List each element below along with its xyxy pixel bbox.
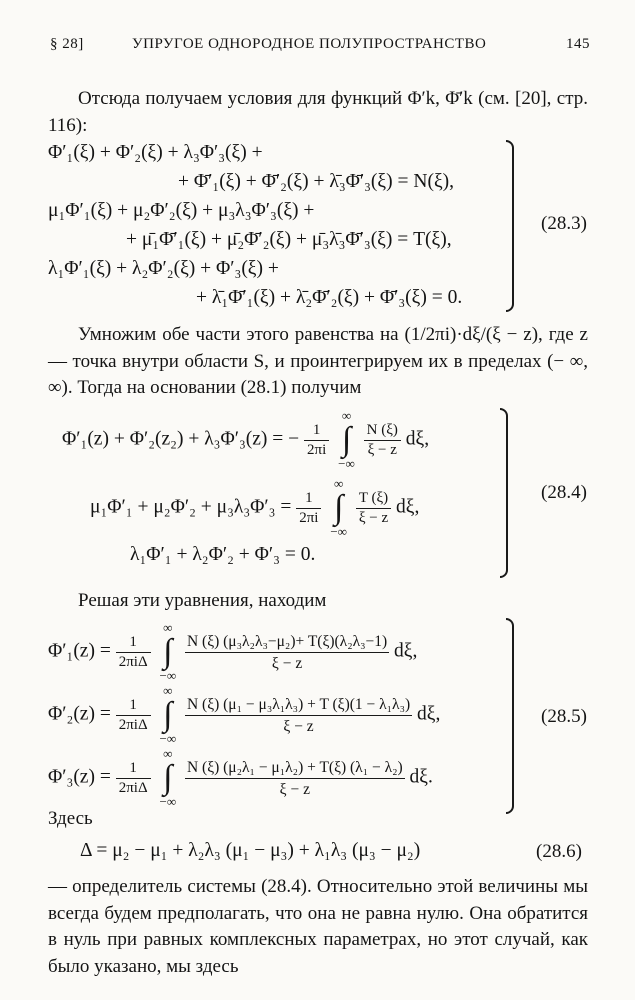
paragraph-determinant: — определитель системы (28.4). Относительно этой величины мы всегда будем предполагать, что она не равна нулю. Она обратится в нуль при равных комплексных параметрах, но этот случай, как было указано, мы здесь	[48, 876, 588, 977]
eq285-number: (28.5)	[541, 706, 587, 727]
eq284-brace	[500, 408, 508, 578]
eq284-line2: μ₁Φ′₁ + μ₂Φ′₂ + μ₃λ₃Φ′₃ = $\frac{1}{2\pi i}$ ∞ ∫ −∞ $\frac{T (\xi)}{\xi - z}$ dξ,	[90, 476, 420, 539]
eq283-brace	[506, 140, 514, 312]
eq285-integrand2: $\frac{\text{N (ξ) (μ₁ − μ₃λ₁λ₃) + T (ξ)(1 − λ₁λ₃)}}{\xi - z}$	[186, 695, 411, 735]
eq283-line2: + Φ̄′₁(ξ) + Φ̄′₂(ξ) + λ̄₃Φ̄′₃(ξ) = N(ξ),	[178, 171, 454, 192]
integral-icon: ∞ ∫ −∞	[159, 620, 177, 683]
eq285-integrand1: $\frac{\text{N (ξ) (μ₃λ₂λ₃−μ₂)+ T(ξ)(λ₂λ₃−1)}}{\xi - z}$	[186, 632, 388, 672]
eq284-line3: λ₁Φ′₁ + λ₂Φ′₂ + Φ′₃ = 0.	[130, 544, 316, 565]
eq285-coef1: $\frac{1}{\text{2πiΔ}}$	[116, 633, 151, 672]
eq284-line1: Φ′₁(z) + Φ′₂(z₂) + λ₃Φ′₃(z) = − $\frac{1}{2\pi i}$ ∞ ∫ −∞ $\frac{N (\xi)}{\xi - z}$ dξ,	[62, 408, 430, 471]
eq285-coef3: $\frac{1}{\text{2πiΔ}}$	[116, 759, 151, 798]
eq284-coef2: $\frac{1}{2\pi i}$	[296, 489, 321, 528]
header-title: УПРУГОЕ ОДНОРОДНОЕ ПОЛУПРОСТРАНСТВО	[132, 36, 487, 52]
paragraph-here: Здесь	[48, 808, 93, 829]
page-number: 145	[566, 36, 590, 52]
eq285-line3: Φ′₃(z) = $\frac{1}{\text{2πiΔ}}$ ∞ ∫ −∞ $\frac{\text{N (ξ) (μ₂λ₁ − μ₁λ₂) + T(ξ) (λ₁ − λ₂)}}{\xi - z}$ dξ.	[48, 746, 433, 809]
eq284-integrand1: $\frac{N (\xi)}{\xi - z}$	[364, 421, 401, 460]
integral-icon: ∞ ∫ −∞	[159, 683, 177, 746]
eq285-integrand3: $\frac{\text{N (ξ) (μ₂λ₁ − μ₁λ₂) + T(ξ) (λ₁ − λ₂)}}{\xi - z}$	[186, 758, 403, 798]
eq284-number: (28.4)	[541, 482, 587, 503]
eq284-integrand2: $\frac{T (\xi)}{\xi - z}$	[356, 489, 391, 528]
eq283-line4: + μ̄₁Φ̄′₁(ξ) + μ̄₂Φ̄′₂(ξ) + μ̄₃λ̄₃Φ̄′₃(ξ) = T(ξ),	[126, 229, 452, 250]
eq283-number: (28.3)	[541, 213, 587, 234]
eq284-lhs1: Φ′₁(z) + Φ′₂(z₂) + λ₃Φ′₃(z) = −	[62, 428, 300, 450]
eq283-line3: μ₁Φ′₁(ξ) + μ₂Φ′₂(ξ) + μ₃λ₃Φ′₃(ξ) +	[48, 200, 315, 221]
integral-icon: ∞ ∫ −∞	[159, 746, 177, 809]
eq283-line6: + λ̄₁Φ̄′₁(ξ) + λ̄₂Φ̄′₂(ξ) + Φ̄′₃(ξ) = 0.	[196, 287, 463, 308]
eq286-formula: Δ = μ₂ − μ₁ + λ₂λ₃ (μ₁ − μ₃) + λ₁λ₃ (μ₃ − μ₂)	[80, 840, 421, 861]
eq283-line1: Φ′₁(ξ) + Φ′₂(ξ) + λ₃Φ′₃(ξ) +	[48, 142, 263, 163]
eq285-brace	[506, 618, 514, 814]
integral-icon: ∞ ∫ −∞	[338, 408, 355, 471]
paragraph-intro: Отсюда получаем условия для функций Φ′k, Φ̄′k (см. [20], стр. 116):	[48, 88, 588, 136]
paragraph-solving: Решая эти уравнения, находим	[78, 590, 327, 611]
eq285-coef2: $\frac{1}{\text{2πiΔ}}$	[116, 696, 151, 735]
integral-icon: ∞ ∫ −∞	[330, 476, 347, 539]
eq284-lhs2: μ₁Φ′₁ + μ₂Φ′₂ + μ₃λ₃Φ′₃ =	[90, 496, 292, 518]
header-section: § 28]	[50, 36, 84, 52]
eq285-line1: Φ′₁(z) = $\frac{1}{\text{2πiΔ}}$ ∞ ∫ −∞ $\frac{\text{N (ξ) (μ₃λ₂λ₃−μ₂)+ T(ξ)(λ₂λ₃−1)}}{\xi - z}$ dξ,	[48, 620, 418, 683]
eq284-coef1: $\frac{1}{2\pi i}$	[304, 421, 329, 460]
eq286-number: (28.6)	[536, 841, 582, 862]
paragraph-multiply: Умножим обе части этого равенства на (1/2πi)·dξ/(ξ − z), где z — точка внутри области S, и проинтегрируем их в пределах (− ∞, ∞). Тогда на основании (28.1) получим	[48, 324, 588, 398]
eq285-line2: Φ′₂(z) = $\frac{1}{\text{2πiΔ}}$ ∞ ∫ −∞ $\frac{\text{N (ξ) (μ₁ − μ₃λ₁λ₃) + T (ξ)(1 − λ₁λ₃)}}{\xi - z}$ dξ,	[48, 683, 441, 746]
eq283-line5: λ₁Φ′₁(ξ) + λ₂Φ′₂(ξ) + Φ′₃(ξ) +	[48, 258, 279, 279]
